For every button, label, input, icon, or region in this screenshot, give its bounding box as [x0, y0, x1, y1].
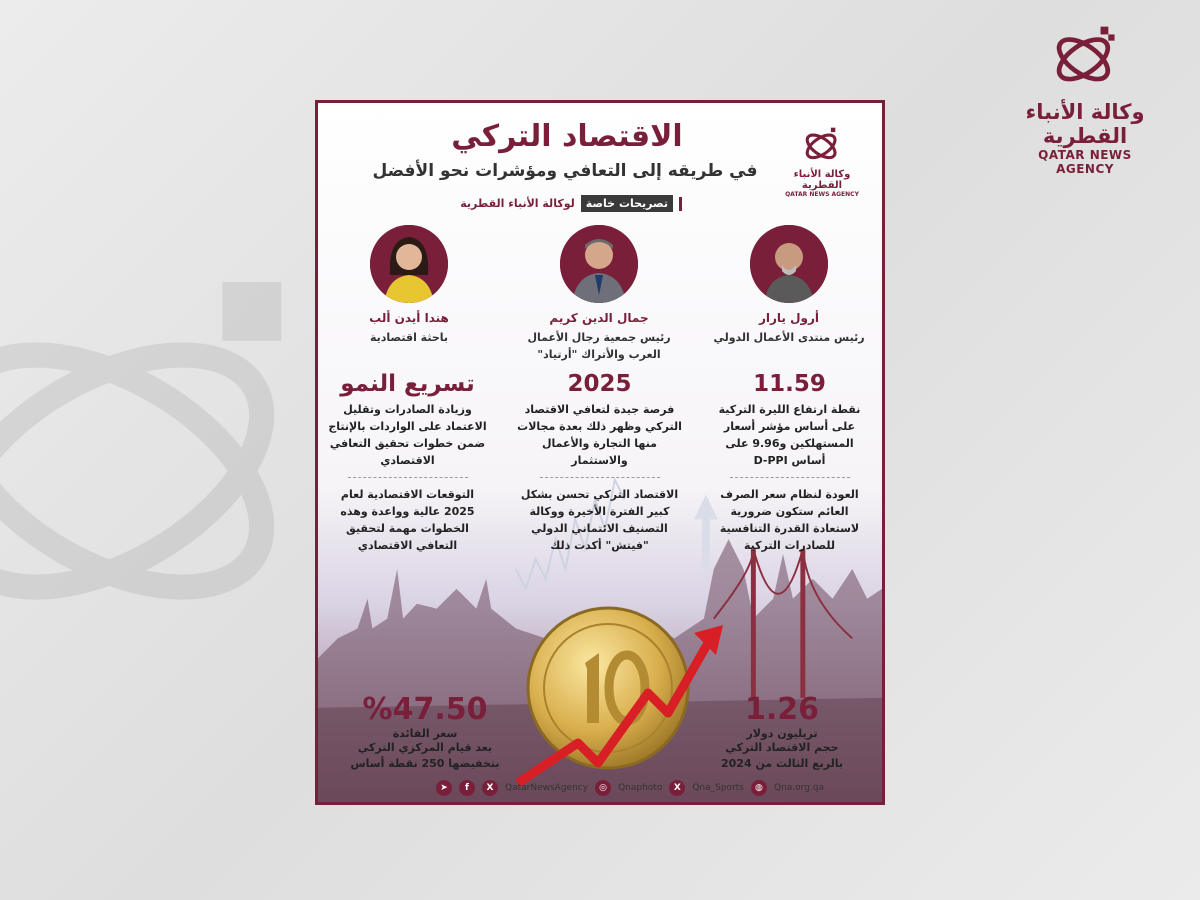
social-footer: [436, 780, 824, 796]
growth-arrow-icon: [508, 613, 738, 793]
interest-value: %47.50: [362, 692, 488, 727]
column-alp: [325, 371, 490, 554]
person-handa-aydin-alp: [324, 225, 494, 346]
column-yarar: [707, 371, 872, 554]
column-text: العودة لنظام سعر الصرف العائم ستكون ضرورية لاستعادة القدرة التنافسية للصادرات التركية: [719, 488, 860, 552]
person-role: باحثة اقتصادية: [369, 331, 449, 344]
tag-source: لوكالة الأنباء القطرية: [460, 197, 575, 210]
background-watermark: [0, 240, 340, 660]
interest-rate-box: [350, 692, 500, 772]
person-name: جمال الدين كريم: [549, 311, 649, 325]
poster-title: الاقتصاد التركي: [451, 119, 683, 154]
tag-bar: [679, 197, 682, 211]
column-text: فرصة جيدة لتعافي الاقتصاد التركي وظهر ذلك بعدة مجالات منها التجارة والأعمال والاستثمار: [517, 403, 682, 467]
column-text: التوقعات الاقتصادية لعام 2025 عالية وواعدة وهذه الخطوات مهمة لتحقيق التعافي الاقتصادي: [340, 488, 475, 552]
telegram-icon[interactable]: ➤: [436, 780, 452, 796]
agency-logo: [1010, 22, 1160, 176]
facebook-icon[interactable]: f: [459, 780, 475, 796]
column-headline: 11.59: [753, 371, 826, 397]
column-text: الاقتصاد التركي تحسن بشكل كبير الفترة الأخيرة ووكالة التصنيف الائتماني الدولي "فيتش" أكدت ذلك: [520, 488, 679, 552]
tag-exclusive: تصريحات خاصة: [581, 195, 673, 212]
poster-logo: [784, 125, 860, 198]
x-icon[interactable]: X: [482, 780, 498, 796]
gdp-detail: حجم الاقتصاد التركي بالربع الثالث من 2024: [721, 741, 843, 770]
divider: [730, 477, 850, 478]
gdp-box: [712, 692, 852, 772]
handle-qnaphoto[interactable]: Qnaphoto: [618, 783, 663, 793]
column-text: وزيادة الصادرات وتقليل الاعتماد على الواردات بالإنتاج ضمن خطوات تحقيق التعافي الاقتصادي: [328, 403, 487, 467]
person-name: أرول يارار: [758, 311, 819, 325]
agency-name-en: QATAR NEWS AGENCY: [1038, 148, 1132, 176]
person-role: رئيس منتدى الأعمال الدولي: [713, 331, 865, 344]
column-karim: [517, 371, 682, 554]
person-erol-yarar: [704, 225, 874, 346]
avatar: [370, 225, 448, 303]
globe-icon[interactable]: ◍: [751, 780, 767, 796]
divider: [540, 477, 660, 478]
infographic-poster: [315, 100, 885, 805]
poster-subtitle: في طريقه إلى التعافي ومؤشرات نحو الأفضل: [372, 161, 758, 181]
qna-logo-icon: [1045, 22, 1125, 92]
column-text: نقطة ارتفاع الليرة التركية على أساس مؤشر أسعار المستهلكين و9.96 على أساس D-PPI: [718, 403, 861, 467]
person-role: رئيس جمعية رجال الأعمال العرب والأتراك "أرتياد": [527, 331, 671, 361]
poster-agency-en: QATAR NEWS AGENCY: [785, 191, 859, 198]
gdp-label: تريليون دولار: [746, 727, 818, 740]
website-link[interactable]: Qna.org.qa: [773, 783, 824, 793]
handle-qatarnewsagency[interactable]: QatarNewsAgency: [505, 783, 589, 793]
avatar: [750, 225, 828, 303]
column-headline: تسريع النمو: [340, 371, 475, 397]
gdp-value: 1.26: [744, 692, 820, 727]
avatar: [560, 225, 638, 303]
qna-logo-icon: [799, 125, 845, 165]
exclusive-tag: [460, 195, 682, 212]
person-gamaleddin-karim: [514, 225, 684, 363]
agency-name-ar: وكالة الأنباء القطرية: [1025, 100, 1145, 148]
poster-agency-ar: وكالة الأنباء القطرية: [793, 169, 851, 191]
divider: [348, 477, 468, 478]
interest-label: سعر الفائدة: [392, 727, 458, 740]
interest-detail: بعد قيام المركزي التركي بتخفيضها 250 نقطة أساس: [350, 741, 500, 770]
person-name: هندا أيدن ألب: [369, 311, 449, 325]
handle-qna-sports[interactable]: Qna_Sports: [692, 783, 744, 793]
column-headline: 2025: [567, 371, 632, 397]
x-icon[interactable]: X: [669, 780, 685, 796]
instagram-icon[interactable]: ◎: [595, 780, 611, 796]
